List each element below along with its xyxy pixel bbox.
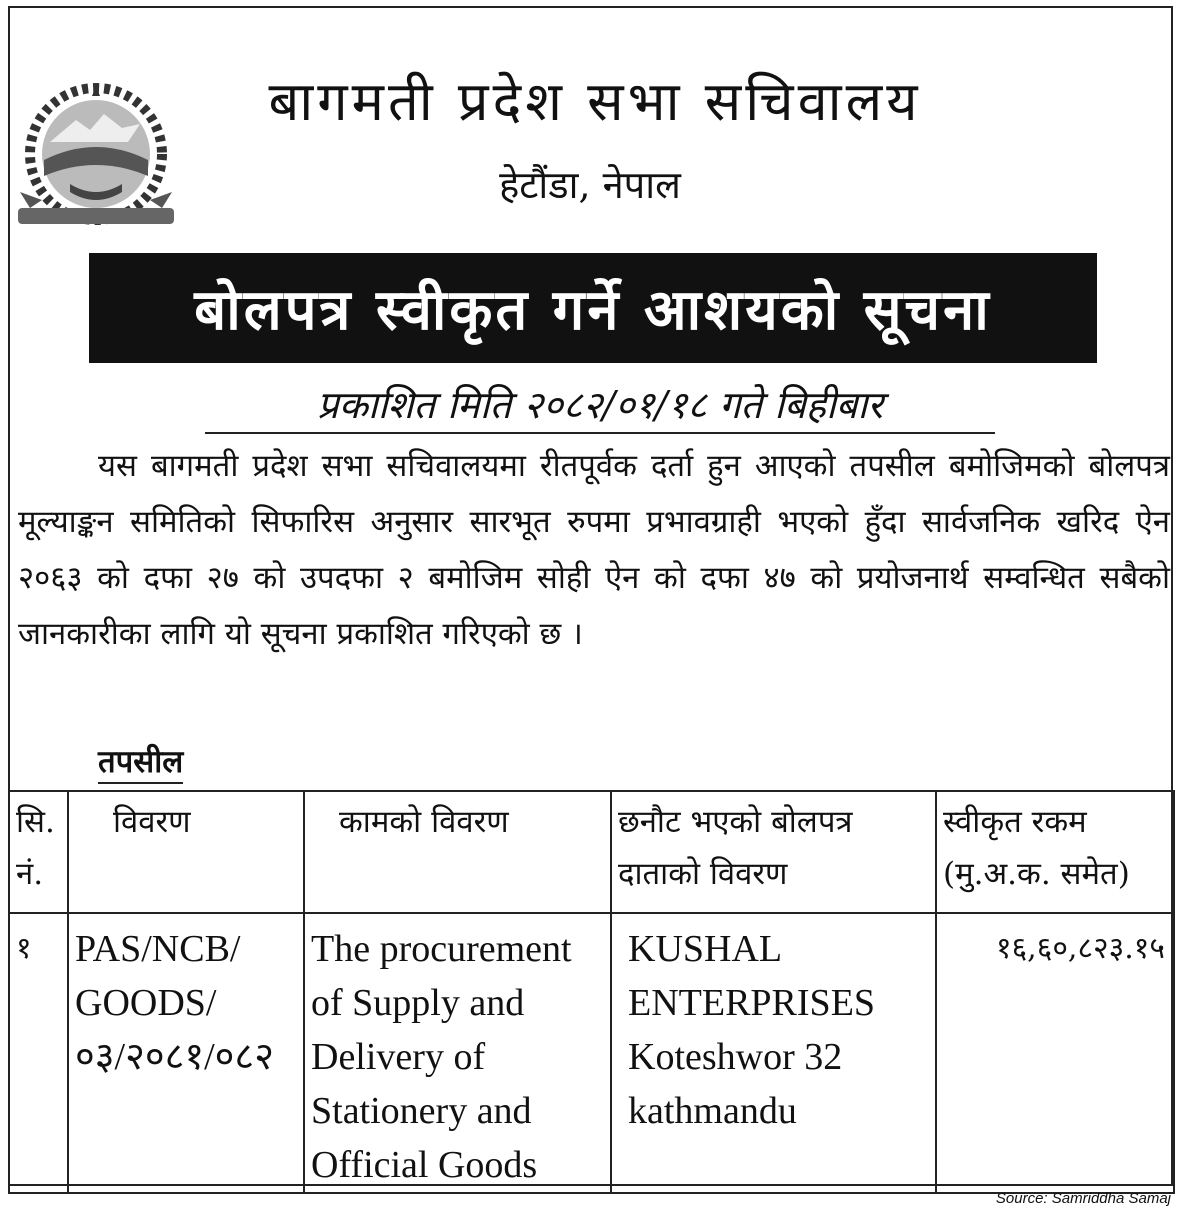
- table-header-row: [9, 791, 1174, 913]
- cell-bidder: KUSHAL ENTERPRISES Koteshwor 32 kathmandu: [611, 913, 936, 1193]
- column-header-work-description: कामको विवरण: [304, 791, 611, 913]
- notice-title: बोलपत्र स्वीकृत गर्ने आशयको सूचना: [194, 277, 992, 343]
- cell-serial: १: [9, 913, 68, 1193]
- office-location: हेटौंडा, नेपाल: [499, 163, 681, 207]
- cell-amount: १६,६०,८२३.१५: [936, 913, 1174, 1193]
- published-date: प्रकाशित मिति २०८२/०१/१८ गते बिहीबार: [205, 378, 995, 434]
- column-header-approved-amount: स्वीकृत रकम (मु.अ.क. समेत): [936, 791, 1174, 913]
- table-row: [9, 913, 1174, 1193]
- column-header-bidder-details: छनौट भएको बोलपत्र दाताको विवरण: [611, 791, 936, 913]
- notice-title-banner: [89, 253, 1097, 363]
- government-emblem-icon: [10, 80, 182, 232]
- notice-body: यस बागमती प्रदेश सभा सचिवालयमा रीतपूर्वक दर्ता हुन आएको तपसील बमोजिमको बोलपत्र मूल्याङ्कन समितिको सिफारिस अनुसार सारभूत रुपमा प्रभावग्राही भएको हुँदा सार्वजनिक खरिद ऐन २०६३ को दफा २७ को उपदफा २ बमोजिम सोही ऐन को दफा ४७ को प्रयोजनार्थ सम्वन्धित सबैको जानकारीका लागि यो सूचना प्रकाशित गरिएको छ ।: [18, 448, 1170, 652]
- column-header-serial: सि. नं.: [9, 791, 68, 913]
- column-header-description: विवरण: [68, 791, 304, 913]
- cell-reference: PAS/NCB/ GOODS/ ०३/२०८१/०८२: [68, 913, 304, 1193]
- cell-work: The procurement of Supply and Delivery of Stationery and Official Goods: [304, 913, 611, 1193]
- source-note: Source: Samriddha Samaj: [995, 1190, 1171, 1207]
- office-name: बागमती प्रदेश सभा सचिवालय: [268, 70, 922, 133]
- details-heading: तपसील: [98, 742, 183, 784]
- details-table: [8, 790, 1175, 1194]
